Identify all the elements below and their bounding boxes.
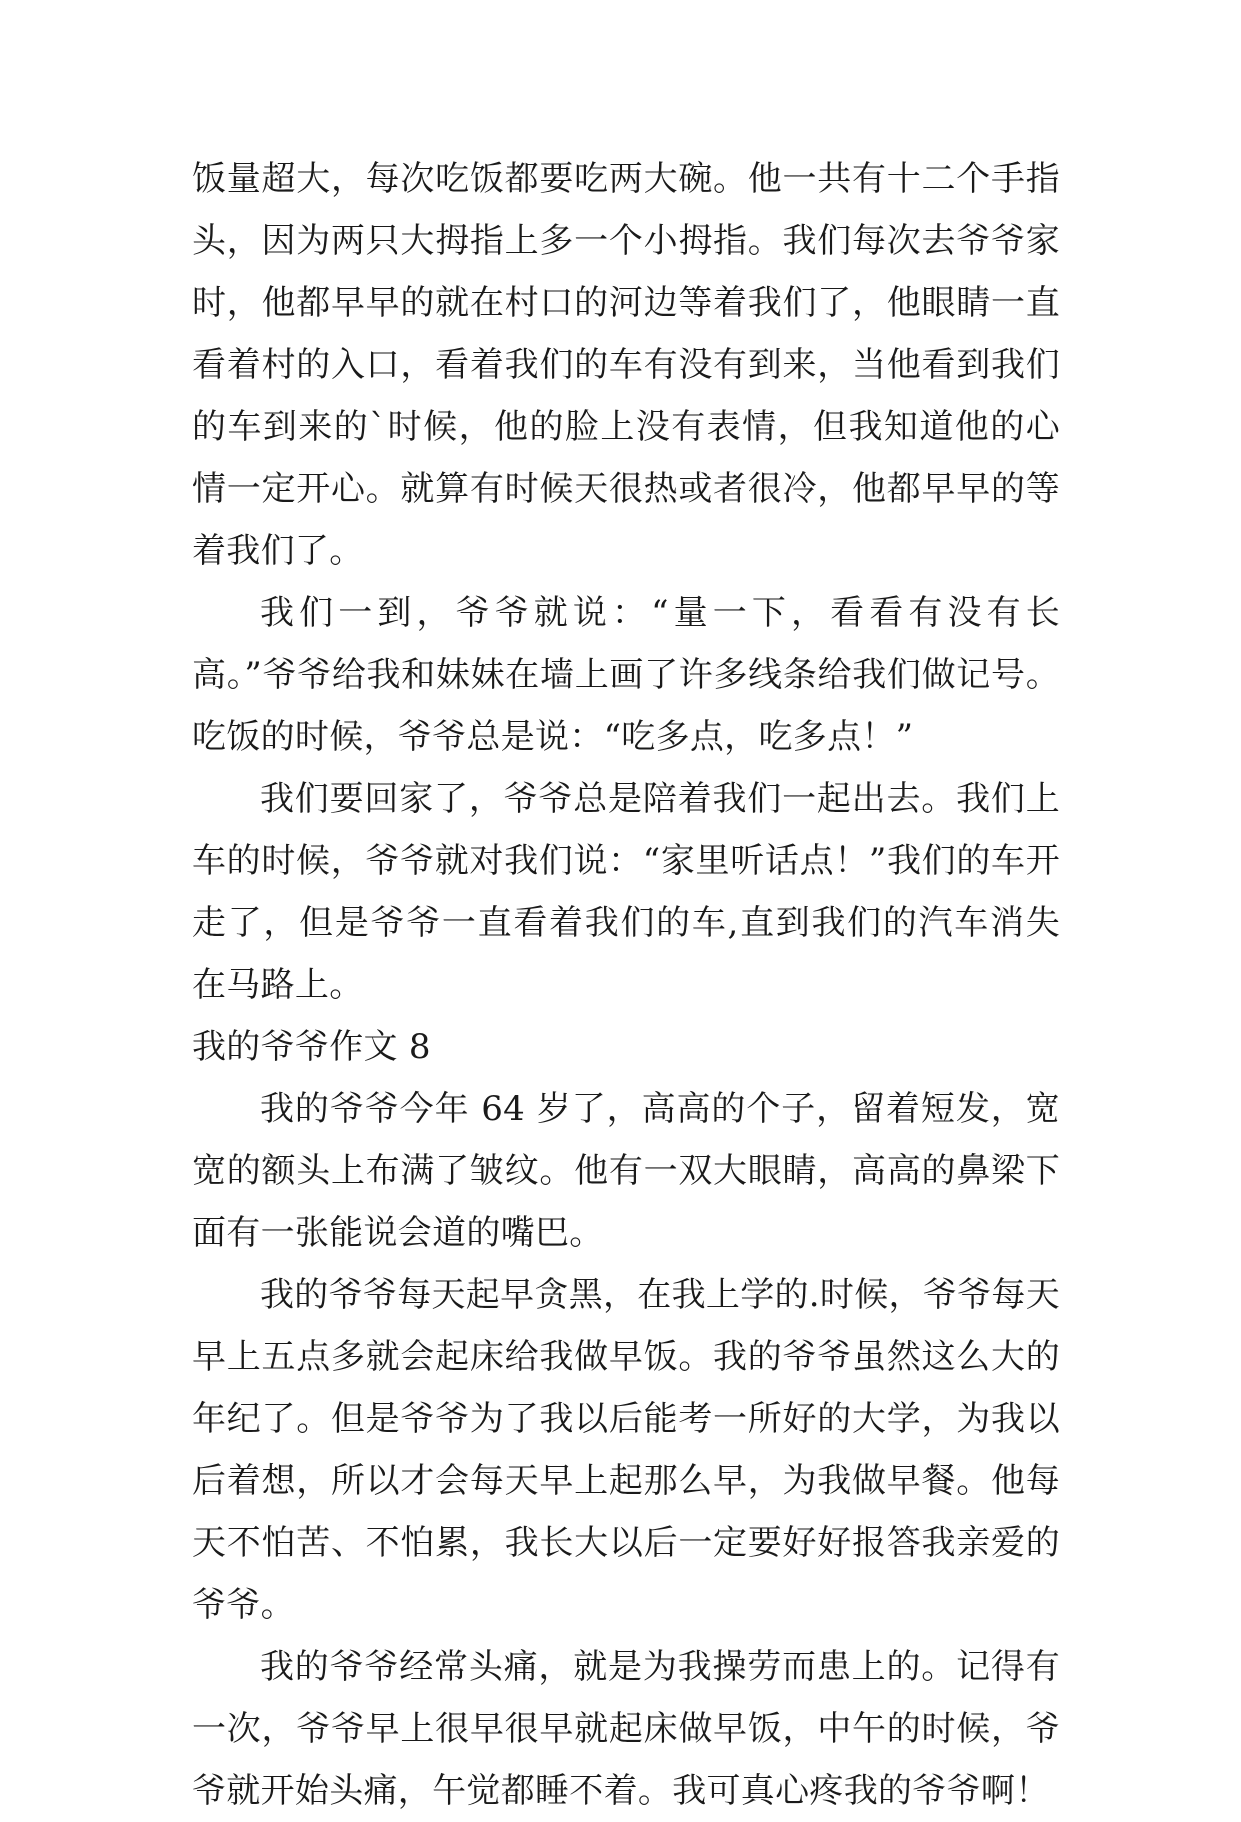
paragraph-continuation: 饭量超大，每次吃饭都要吃两大碗。他一共有十二个手指头，因为两只大拇指上多一个小拇指。我们每次去爷爷家时，他都早早的就在村口的河边等着我们了，他眼睛一直看着村的入口，看着我们的车有没有到来，当他看到我们的车到来的`时候，他的脸上没有表情，但我知道他的心情一定开心。就算有时候天很热或者很冷，他都早早的等着我们了。 xyxy=(192,159,1060,571)
paragraph-going-home: 我们要回家了，爷爷总是陪着我们一起出去。我们上车的时候，爷爷就对我们说：“家里听话点！”我们的车开走了，但是爷爷一直看着我们的车,直到我们的汽车消失在马路上。 xyxy=(192,779,1060,1005)
paragraph-grandpa-description: 我的爷爷今年 64 岁了，高高的个子，留着短发，宽宽的额头上布满了皱纹。他有一双大眼睛，高高的鼻梁下面有一张能说会道的嘴巴。 xyxy=(192,1089,1060,1253)
essay-heading: 我的爷爷作文 8 xyxy=(192,1027,431,1067)
paragraph-headache: 我的爷爷经常头痛，就是为我操劳而患上的。记得有一次，爷爷早上很早很早就起床做早饭，中午的时候，爷爷就开始头痛，午觉都睡不着。我可真心疼我的爷爷啊！ xyxy=(192,1647,1060,1811)
paragraph-early-breakfast: 我的爷爷每天起早贪黑，在我上学的.时候，爷爷每天早上五点多就会起床给我做早饭。我的爷爷虽然这么大的年纪了。但是爷爷为了我以后能考一所好的大学，为我以后着想，所以才会每天早上起那么早，为我做早餐。他每天不怕苦、不怕累，我长大以后一定要好好报答我亲爱的爷爷。 xyxy=(192,1275,1061,1625)
document-body xyxy=(192,148,1060,1822)
paragraph-measuring-height: 我们一到，爷爷就说：“量一下，看看有没有长高。”爷爷给我和妹妹在墙上画了许多线条给我们做记号。吃饭的时候，爷爷总是说：“吃多点，吃多点！” xyxy=(192,593,1060,757)
